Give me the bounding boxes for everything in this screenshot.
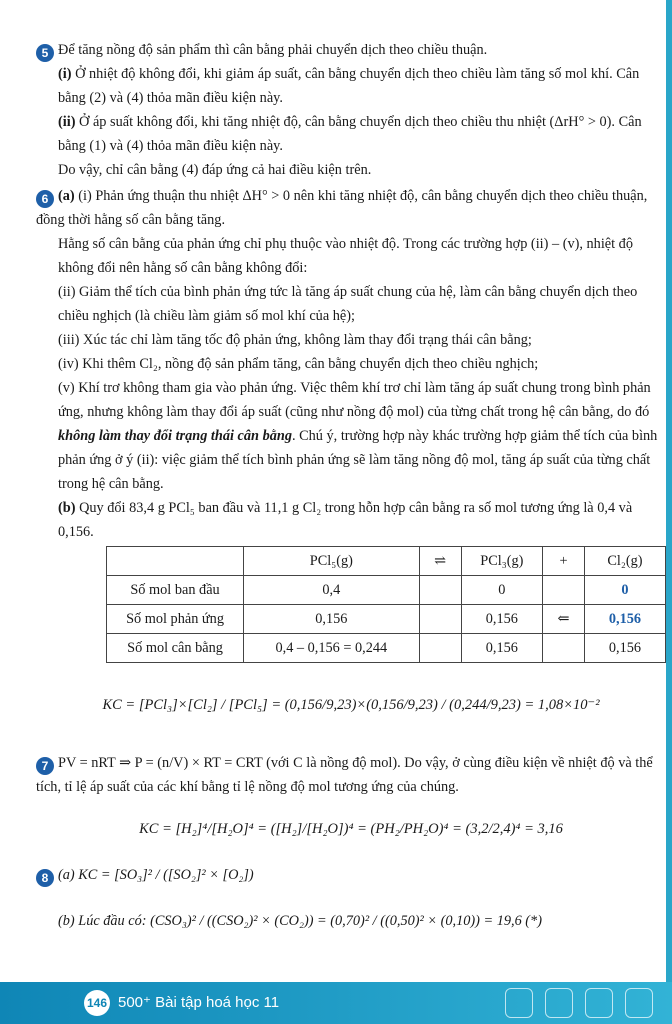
table-cell: Số mol cân bằng — [107, 634, 244, 663]
table-cell — [543, 634, 585, 663]
table-row — [107, 634, 666, 663]
hexagon-decoration-icon — [585, 988, 613, 1018]
q5-i: (i) Ở nhiệt độ không đổi, khi giảm áp suất, cân bằng chuyển dịch theo chiều làm tăng số mol khí. Cân bằng (2) và (4) thỏa mãn điều kiện này. — [58, 66, 640, 106]
table-cell: 0 — [584, 576, 665, 605]
q6-b: (b) Quy đổi 83,4 g PCl₅ ban đầu và 11,1 g Cl₂ trong hỗn hợp cân bằng ra số mol tương ứng là 0,4 và 0,156. — [58, 500, 633, 540]
page-content — [36, 38, 666, 933]
table-cell: 0,4 – 0,156 = 0,244 — [244, 634, 420, 663]
book-title: 500⁺ Bài tập hoá học 11 — [118, 994, 280, 1011]
table-row — [107, 576, 666, 605]
q6-ii: (ii) Giảm thể tích của bình phản ứng tức là tăng áp suất chung của hệ, làm cân bằng chuyển dịch theo chiều nghịch (là chiều làm giảm số mol khí của hệ); — [58, 284, 638, 324]
table-header-cell: Cl₂(g) — [584, 547, 665, 576]
table-row — [107, 605, 666, 634]
hexagon-decoration-icon — [505, 988, 533, 1018]
q6-iii: (iii) Xúc tác chỉ làm tăng tốc độ phản ứng, không làm thay đổi trạng thái cân bằng; — [58, 332, 532, 348]
q6-iv: (iv) Khi thêm Cl₂, nồng độ sản phẩm tăng, cân bằng chuyển dịch theo chiều nghịch; — [58, 356, 539, 372]
table-cell — [543, 576, 585, 605]
q8-badge: 8 — [36, 869, 54, 887]
page-footer — [0, 982, 672, 1024]
table-cell — [419, 634, 461, 663]
hexagon-decoration-icon — [625, 988, 653, 1018]
equilibrium-table — [106, 546, 666, 663]
q5-line1: 5 Để tăng nồng độ sản phẩm thì cân bằng phải chuyển dịch theo chiều thuận. — [36, 38, 666, 62]
table-cell: 0,156 — [244, 605, 420, 634]
table-cell: Số mol phản ứng — [107, 605, 244, 634]
table-cell: 0,156 — [461, 634, 542, 663]
table-header-cell: + — [543, 547, 585, 576]
table-header-cell — [107, 547, 244, 576]
q6-a: 6 (a) (i) Phản ứng thuận thu nhiệt ΔH° > 0 nên khi tăng nhiệt độ, cân bằng chuyển dịch theo chiều thuận, đồng thời hằng số cân bằng tăng. — [36, 188, 648, 228]
table-cell: ⇐ — [543, 605, 585, 634]
kc-h2-formula: KC = [H₂]⁴/[H₂O]⁴ = ([H₂]/[H₂O])⁴ = (PH₂/PH₂O)⁴ = (3,2/2,4)⁴ = 3,16 — [139, 821, 563, 837]
q8-b: (b) Lúc đầu có: (CSO₃)² / ((CSO₂)² × (CO₂)) = (0,70)² / ((0,50)² × (0,10)) = 19,6 (*) — [58, 913, 542, 929]
table-cell: Số mol ban đầu — [107, 576, 244, 605]
q6-p2: Hằng số cân bằng của phản ứng chỉ phụ thuộc vào nhiệt độ. Trong các trường hợp (ii) – (v), nhiệt độ không đổi nên hằng số cân bằng không đổi: — [58, 236, 633, 276]
q5-conclusion: Do vậy, chỉ cân bằng (4) đáp ứng cả hai điều kiện trên. — [58, 162, 372, 178]
q5-badge: 5 — [36, 44, 54, 62]
table-cell: 0,156 — [584, 605, 665, 634]
table-cell: 0,156 — [584, 634, 665, 663]
table-cell: 0,4 — [244, 576, 420, 605]
table-header-row — [107, 547, 666, 576]
table-header-cell: PCl₃(g) — [461, 547, 542, 576]
table-header-cell: ⇌ — [419, 547, 461, 576]
q7-badge: 7 — [36, 757, 54, 775]
table-header-cell: PCl₅(g) — [244, 547, 420, 576]
q8-a: 8 (a) KC = [SO₃]² / ([SO₂]² × [O₂]) — [36, 863, 666, 887]
page-number: 146 — [84, 990, 110, 1016]
hexagon-decoration-icon — [545, 988, 573, 1018]
table-cell: 0,156 — [461, 605, 542, 634]
q7-text: 7 PV = nRT ⇒ P = (n/V) × RT = CRT (với C là nồng độ mol). Do vậy, ở cùng điều kiện về nhiệt độ và thể tích, tỉ lệ áp suất của các khí bằng tỉ lệ nồng độ mol tương ứng của chúng. — [36, 755, 653, 795]
q5-ii: (ii) Ở áp suất không đổi, khi tăng nhiệt độ, cân bằng chuyển dịch theo chiều thu nhiệt (ΔrH° > 0). Cân bằng (1) và (4) thỏa mãn điều kiện này. — [58, 114, 642, 154]
table-cell — [419, 605, 461, 634]
q6-badge: 6 — [36, 190, 54, 208]
page-edge-stripe — [666, 0, 672, 1024]
q6-v: (v) Khí trơ không tham gia vào phản ứng. Việc thêm khí trơ chỉ làm tăng áp suất chung trong bình phản ứng, nhưng không làm thay đổi áp suất (cũng như nồng độ mol) của từng chất trong hệ cân bằng, do đó không làm thay đổi trạng thái cân bằng. Chú ý, trường hợp này khác trường hợp giảm thể tích của bình phản ứng ở ý (ii): việc giảm thể tích bình phản ứng sẽ làm tăng nồng độ mol, tăng áp suất của từng chất trong hệ cân bằng. — [58, 380, 658, 492]
table-cell — [419, 576, 461, 605]
table-cell: 0 — [461, 576, 542, 605]
kc-pcl5-formula: KC = [PCl₃]×[Cl₂] / [PCl₅] = (0,156/9,23)×(0,156/9,23) / (0,244/9,23) = 1,08×10⁻² — [102, 697, 600, 713]
